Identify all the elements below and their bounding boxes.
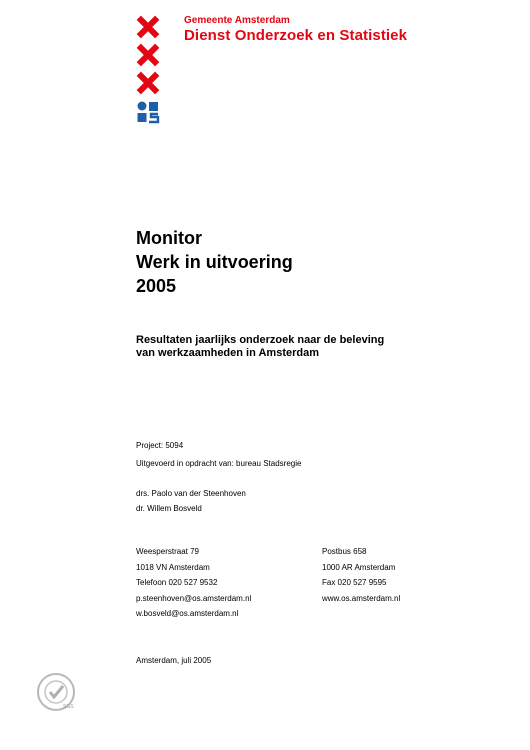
cross-icon bbox=[137, 16, 159, 38]
address-street: Weesperstraat 79 bbox=[136, 547, 199, 556]
cross-icon bbox=[137, 72, 159, 94]
title-line-1: Monitor bbox=[136, 228, 202, 248]
organization-name-small: Gemeente Amsterdam bbox=[184, 15, 290, 26]
website-link[interactable]: www.os.amsterdam.nl bbox=[322, 594, 401, 603]
organization-name: Dienst Onderzoek en Statistiek bbox=[184, 27, 408, 44]
certification-seal-icon bbox=[36, 672, 76, 712]
postbox: Postbus 658 bbox=[322, 547, 367, 556]
subtitle-line-1: Resultaten jaarlijks onderzoek naar de beleving bbox=[136, 334, 385, 346]
author-name: drs. Paolo van der Steenhoven bbox=[136, 489, 246, 498]
document-date: Amsterdam, juli 2005 bbox=[136, 656, 212, 665]
project-client: Uitgevoerd in opdracht van: bureau Stadsregie bbox=[136, 459, 302, 468]
project-number: Project: 5094 bbox=[136, 441, 184, 450]
os-logo-icon bbox=[136, 100, 160, 124]
phone-number: Telefoon 020 527 9532 bbox=[136, 578, 218, 587]
title-line-3: 2005 bbox=[136, 276, 177, 296]
email-link[interactable]: w.bosveld@os.amsterdam.nl bbox=[136, 609, 239, 618]
cross-icon bbox=[137, 44, 159, 66]
email-link[interactable]: p.steenhoven@os.amsterdam.nl bbox=[136, 594, 252, 603]
subtitle-line-2: van werkzaamheden in Amsterdam bbox=[136, 347, 319, 359]
fax-number: Fax 020 527 9595 bbox=[322, 578, 387, 587]
address-city: 1018 VN Amsterdam bbox=[136, 563, 210, 572]
title-line-2: Werk in uitvoering bbox=[136, 252, 293, 272]
seal-label: SGS bbox=[63, 704, 74, 710]
author-name: dr. Willem Bosveld bbox=[136, 504, 202, 513]
postbox-city: 1000 AR Amsterdam bbox=[322, 563, 396, 572]
